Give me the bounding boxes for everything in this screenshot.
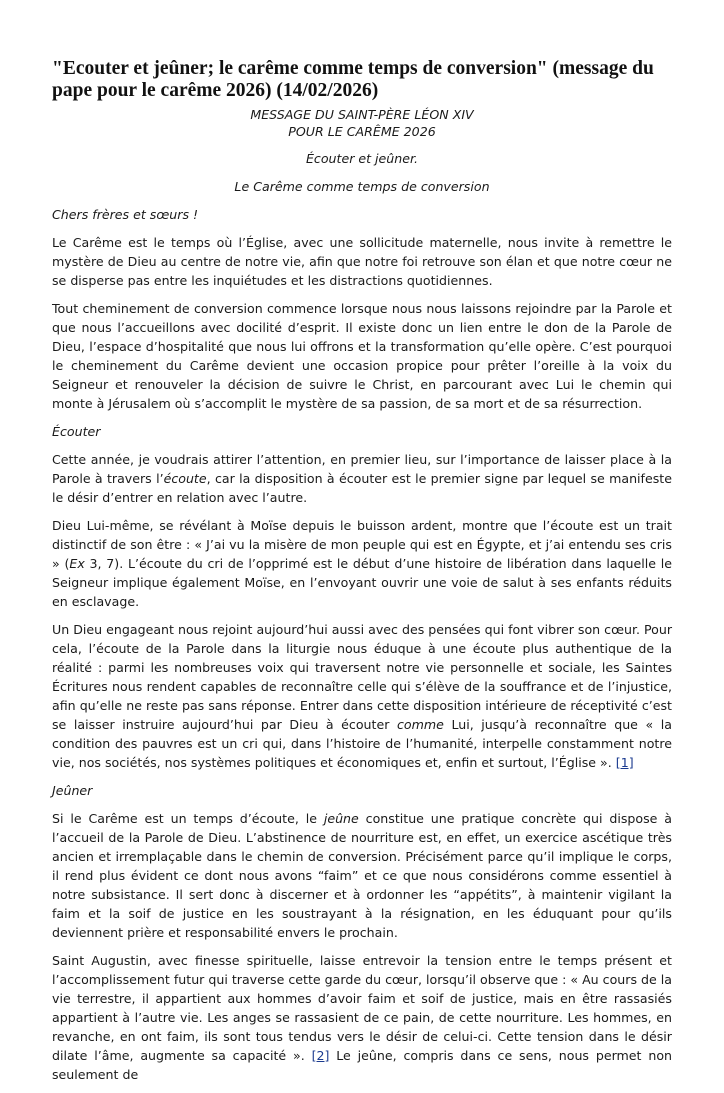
document-page xyxy=(52,58,672,1093)
subtitle-1: Écouter et jeûner. xyxy=(305,151,419,166)
paragraph-7 xyxy=(52,951,672,1084)
text-run: Cette année, je voudrais attirer l’attention, en premier lieu, sur l’importance de laisser place à la Parole à travers l’ xyxy=(52,452,672,486)
header-line-1: MESSAGE DU SAINT-PÈRE LÉON XIV xyxy=(250,107,474,122)
paragraph-6 xyxy=(52,809,672,942)
message-header xyxy=(52,106,672,140)
text-run: , car la disposition à écouter est le premier signe par lequel se manifeste le désir d’entrer en relation avec l’autre. xyxy=(52,471,672,505)
text-run: Dieu Lui-même, se révélant à Moïse depuis le buisson ardent, montre que l’écoute est un trait distinctif de son être : « J’ai vu la misère de mon peuple qui est en Égypte, et j’ai entendu ses cris » ( xyxy=(52,518,672,571)
text-run: Saint Augustin, avec finesse spirituelle, laisse entrevoir la tension entre le temps présent et l’accomplissement futur qui traverse cette garde du cœur, lorsqu’il observe que : « Au cours de la vie terrestre, il appartient aux hommes d’avoir faim et soif de justice, mais en être rassasiés appartient à l’autre vie. Les anges se rassasient de ce pain, de cette nourriture. Les hommes, en revanche, en ont faim, ils sont tous tendus vers le désir de celui-ci. Cette tension dans le désir dilate l’âme, augmente sa capacité ». xyxy=(52,953,672,1063)
text-run: constitue une pratique concrète qui dispose à l’accueil de la Parole de Dieu. L’abstinence de nourriture est, en effet, un exercice ascétique très ancien et irremplaçable dans le chemin de conversion. Précisément parce qu’il implique le corps, il rend plus évident ce dont nous avons “faim” et ce que nous considérons comme essentiel à notre subsistance. Il sert donc à discerner et à ordonner les “appétits”, à maintenir vigilant la faim et la soif de justice en les soustrayant à la résignation, en les éduquant pour qu’ils deviennent prière et responsabilité envers le prochain. xyxy=(52,811,672,940)
paragraph-2: Tout cheminement de conversion commence lorsque nous nous laissons rejoindre par la Parole et que nous l’accueillons avec docilité d’esprit. Il existe donc un lien entre le don de la Parole de Dieu, l’espace d’hospitalité que nous lui offrons et la transformation qu’elle opère. C’est pourquoi le cheminement du Carême devient une occasion propice pour prêter l’oreille à la voix du Seigneur et renouveler la décision de suivre le Christ, en parcourant avec Lui le chemin qui monte à Jérusalem où s’accomplit le mystère de sa passion, de sa mort et de sa résurrection. xyxy=(52,301,672,411)
text-run: 3, 7). L’écoute du cri de l’opprimé est le début d’une histoire de libération dans laquelle le Seigneur implique également Moïse, en l’envoyant ouvrir une voie de salut à ses enfants réduits en esclavage. xyxy=(52,556,673,609)
text-run: Un Dieu engageant nous rejoint aujourd’hui aussi avec des pensées qui font vibrer son cœur. Pour cela, l’écoute de la Parole dans la liturgie nous éduque à une écoute plus authentique de la réalité : parmi les nombreuses voix qui traversent notre vie personnelle et sociale, les Saintes Écritures nous rendent capables de reconnaître celle qui s’élève de la souffrance et de l’injustice, afin qu’elle ne reste pas sans réponse. Entrer dans cette disposition intérieure de réceptivité c’est se laisser instruire aujourd’hui par Dieu à écouter xyxy=(52,622,672,732)
paragraph-4 xyxy=(52,516,672,611)
paragraph-1: Le Carême est le temps où l’Église, avec une sollicitude maternelle, nous invite à remettre le mystère de Dieu au centre de notre vie, afin que notre foi retrouve son élan et que notre cœur ne se disperse pas entre les inquiétudes et les distractions quotidiennes. xyxy=(52,235,672,288)
text-run: Lui, jusqu’à reconnaître que « la condition des pauvres est un cri qui, dans l’histoire de l’humanité, interpelle constamment notre vie, nos sociétés, nos systèmes politiques et économiques et, enfin et surtout, l’Église ». xyxy=(52,717,672,770)
text-run: Si le Carême est un temps d’écoute, le xyxy=(52,811,324,826)
document-body xyxy=(52,106,672,1084)
section-heading-ecouter: Écouter xyxy=(52,424,101,439)
emphasis: comme xyxy=(396,717,444,732)
section-heading-jeuner: Jeûner xyxy=(52,783,93,798)
text-run: Le jeûne, compris dans ce sens, nous permet non seulement de xyxy=(52,1048,673,1082)
emphasis: jeûne xyxy=(323,811,359,826)
subtitle-2: Le Carême comme temps de conversion xyxy=(234,179,490,194)
paragraph-5 xyxy=(52,620,672,772)
footnote-link-1[interactable]: [1] xyxy=(615,755,634,770)
page-title: "Ecouter et jeûner; le carême comme temps de conversion" (message du pape pour le carême 2026) (14/02/2026) xyxy=(52,58,654,101)
emphasis: Ex xyxy=(69,556,85,571)
header-line-2: POUR LE CARÊME 2026 xyxy=(288,124,436,139)
salutation: Chers frères et sœurs ! xyxy=(52,207,199,222)
emphasis: écoute xyxy=(163,471,207,486)
footnote-link-2[interactable]: [2] xyxy=(311,1048,330,1063)
paragraph-3 xyxy=(52,450,672,507)
